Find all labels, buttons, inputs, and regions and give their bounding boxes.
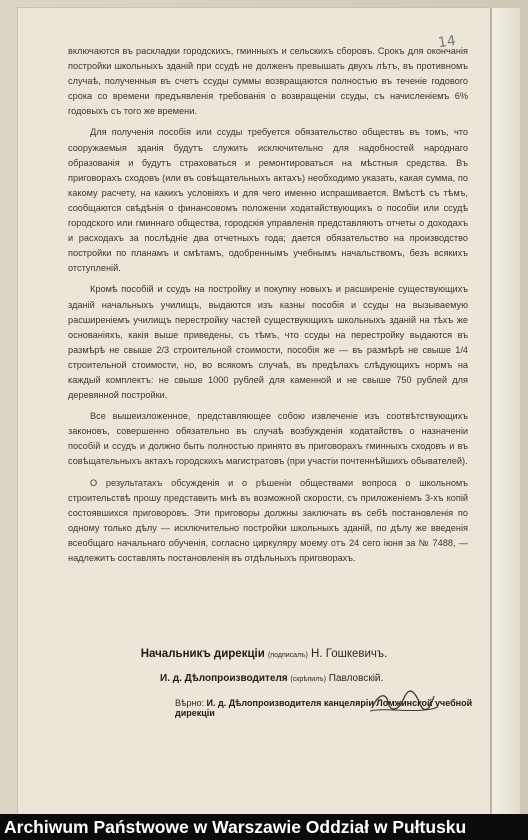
director-title: Начальникъ дирекціи <box>140 648 265 660</box>
paragraph: О результатахъ обсужденія и о рѣшеніи обществами вопроса о школьномъ строительствѣ прошу представить мнѣ въ возможной скорости, съ приложеніемъ 3-хъ копій состоявшихся приговоровъ. Эти приговоры должны заключать въ себѣ постановленія по одному только дѣлу — исключительно постройки школьныхъ зданій, по дѣлу же введенія всеобщаго начальнаго обученія, согласно циркуляру моему отъ 24 сего іюня за № 7488, — надлежитъ составлять постановленія въ отдѣльныхъ приговорахъ. <box>68 477 468 563</box>
clerk-title: И. д. Дѣлопроизводителя <box>160 673 288 684</box>
signed-note: (подписалъ) <box>268 652 308 659</box>
verified-by: И. д. Дѣлопроизводителя канцеляріи Ломжинской учебной дирекціи <box>175 698 473 718</box>
signature-director <box>0 648 528 660</box>
clerk-note: (скрѣпилъ) <box>290 676 326 683</box>
page-number: 14 <box>436 32 457 52</box>
paragraph: включаются въ раскладки городскихъ, гминныхъ и сельскихъ сборовъ. Срокъ для окончанія постройки школьныхъ зданій при ссудѣ не долженъ превышать двухъ лѣтъ, въ противномъ случаѣ, полученныя въ счетъ ссуды суммы возвращаются полностью въ теченіе годового срока со времени предъявленія требованія о возвращеніи ссуды, съ начисленіемъ 6% годовыхъ съ того же времени. <box>68 46 468 117</box>
paragraph: Для полученія пособія или ссуды требуется обязательство обществъ въ томъ, что сооружаемыя зданія будутъ служить исключительно для надобностей народнаго образованія и будутъ страховаться и ремонтироваться на мѣстныя средства. Въ приговорахъ сходовъ (или въ совѣщательныхъ актахъ) необходимо указать, какая сумма, по какому расчету, на какихъ условіяхъ и для чего именно испрашивается. Вмѣстѣ съ тѣмъ, сообщаются свѣдѣнія о финансовомъ положеніи ходатайствующихъ о пособіи или ссудѣ городского или гминнаго общества, городскія управленія представляютъ отчеты о доходахъ и расходахъ за послѣдніе два отчетныхъ года; дается обязательство на производство постройки по планамъ и смѣтамъ, одобреннымъ учебнымъ начальствомъ, безъ всякихъ отступленій. <box>68 127 468 274</box>
handwritten-signature <box>368 688 438 716</box>
archive-footer: Archiwum Państwowe w Warszawie Oddział w Pułtusku <box>0 814 528 840</box>
verified-label: Вѣрно: <box>175 698 204 708</box>
paragraph: Кромѣ пособій и ссудъ на постройку и покупку новыхъ и расширеніе существующихъ зданій начальныхъ училищъ, выдаются изъ казны пособія и ссуды на вызываемую расширеніемъ училищъ перестройку частей существующихъ школьныхъ зданій на тѣхъ же основаніяхъ, какія выше приведены, съ тѣмъ, что ссуды на перестройку выдаются въ размѣрѣ не свыше 2/3 строительной стоимости, пособія же — въ размѣрѣ не свыше 1/4 строительной стоимости, но, во всякомъ случаѣ, въ предѣлахъ слѣдующихъ нормъ на каждый комплектъ: не свыше 1000 рублей для каменной и не свыше 750 рублей для деревянной постройки. <box>68 284 468 401</box>
document-body <box>68 44 468 566</box>
director-name: Н. Гошкевичъ. <box>311 648 388 660</box>
signature-clerk <box>160 673 460 684</box>
clerk-name: Павловскій. <box>328 673 384 684</box>
paragraph: Все вышеизложенное, представляющее собою извлеченіе изъ соотвѣтствующихъ законовъ, совершенно обязательно въ случаѣ возбужденія ходатайствъ о назначеніи пособій и ссудъ и должно быть полностью принято въ приговорахъ гминныхъ сходовъ и въ совѣщательныхъ актахъ городскихъ магистратовъ (при участіи почтеннѣйшихъ обывателей). <box>68 411 468 467</box>
